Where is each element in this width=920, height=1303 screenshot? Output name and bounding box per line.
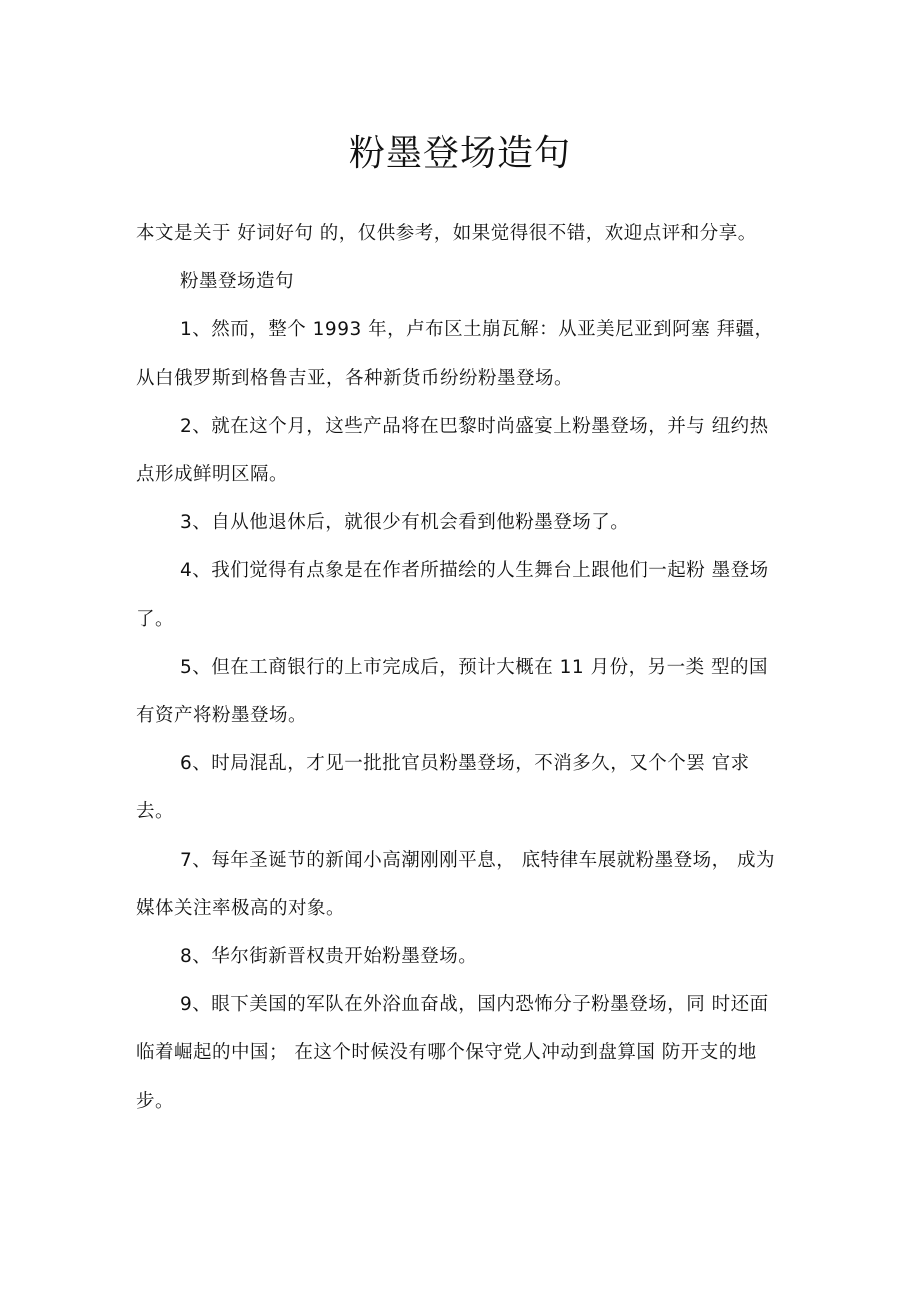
sentence-7: 7、每年圣诞节的新闻小高潮刚刚平息， 底特律车展就粉墨登场， 成为媒体关注率极高的对象。 <box>136 849 776 919</box>
document-title: 粉墨登场造句 <box>348 133 571 174</box>
sentence-4: 4、我们觉得有点象是在作者所描绘的人生舞台上跟他们一起粉 墨登场了。 <box>136 560 769 630</box>
subtitle-paragraph: 粉墨登场造句 <box>180 271 295 293</box>
sentence-2: 2、就在这个月，这些产品将在巴黎时尚盛宴上粉墨登场，并与 纽约热点形成鲜明区隔。 <box>136 415 769 486</box>
sentence-5: 5、但在工商银行的上市完成后，预计大概在 11 月份，另一类 型的国有资产将粉墨登场。 <box>136 656 768 727</box>
sentence-1: 1、然而，整个 1993 年，卢布区土崩瓦解：从亚美尼亚到阿塞 拜疆，从白俄罗斯到格鲁吉亚，各种新货币纷纷粉墨登场。 <box>136 319 774 389</box>
sentence-3: 3、自从他退休后，就很少有机会看到他粉墨登场了。 <box>180 512 630 534</box>
sentence-9: 9、眼下美国的军队在外浴血奋战，国内恐怖分子粉墨登场，同 时还面临着崛起的中国； 在这个时候没有哪个保守党人冲动到盘算国 防开支的地步。 <box>136 994 769 1112</box>
document-body <box>136 210 780 1126</box>
sentence-6: 6、时局混乱，才见一批批官员粉墨登场，不消多久，又个个罢 官求去。 <box>136 753 750 823</box>
sentence-8: 8、华尔街新晋权贵开始粉墨登场。 <box>180 946 478 968</box>
intro-paragraph: 本文是关于 好词好句 的，仅供参考，如果觉得很不错，欢迎点评和分享。 <box>136 223 757 244</box>
